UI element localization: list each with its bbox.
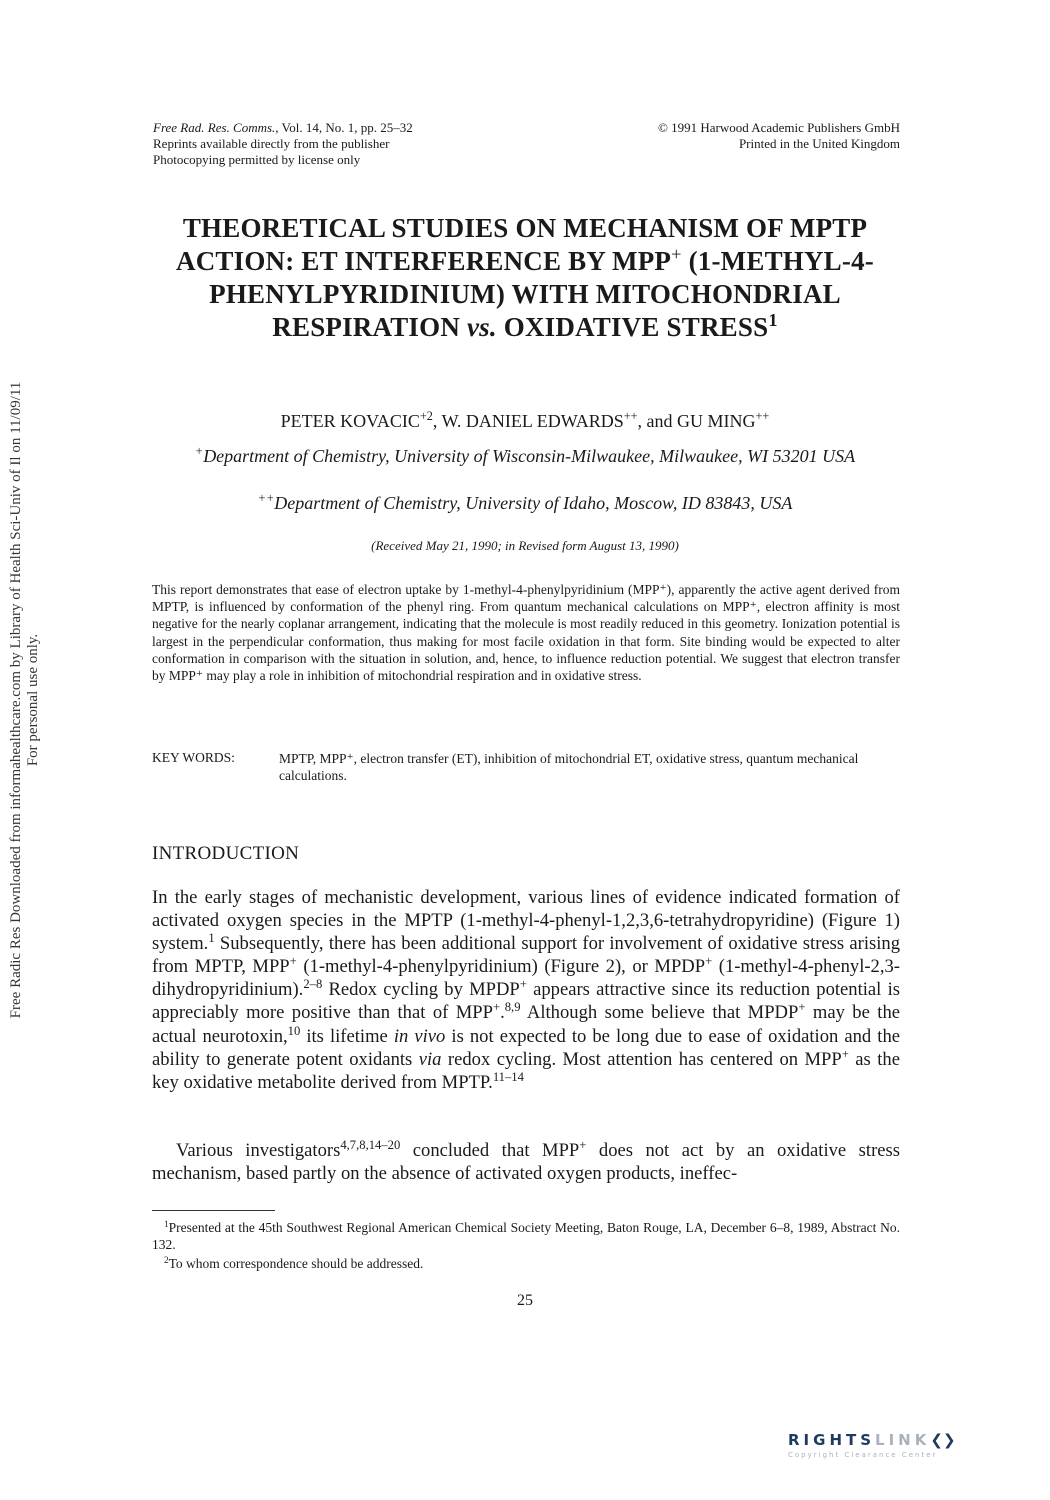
text-run: (1-methyl-4-phenyl-2,3-dihydropyridinium). [152, 956, 900, 1001]
photocopy-note: Photocopying permitted by license only [153, 152, 361, 167]
text-run: its lifetime [300, 1025, 394, 1047]
intro-paragraph-1 [152, 886, 900, 1094]
footnote-divider [152, 1210, 275, 1211]
title-part-2: (1-METHYL-4-PHENYLPYRIDINIUM) WITH MITOCHONDRIAL RESPIRATION [209, 246, 874, 342]
text-run: concluded that MPP [400, 1140, 580, 1161]
text-run: appears attractive since its reduction potential is appreciably more positive than that of MPP [152, 979, 901, 1024]
text-run: Redox cycling by MPDP [322, 979, 520, 1001]
printed-line: Printed in the United Kingdom [738, 136, 900, 151]
text-run: Various investigators [176, 1140, 341, 1161]
affiliation-2 [150, 493, 900, 514]
charge-sup: + [705, 954, 713, 969]
download-watermark [8, 310, 42, 1090]
intro-paragraph-2 [152, 1139, 900, 1185]
affiliation-2-text: Department of Chemistry, University of Idaho, Moscow, ID 83843, USA [274, 493, 793, 513]
author-list [150, 411, 900, 432]
footnote-2-text: To whom correspondence should be addressed. [168, 1256, 424, 1271]
affiliation-1-mark: + [194, 444, 204, 458]
copyright-line: © 1991 Harwood Academic Publishers GmbH [657, 120, 900, 135]
footnote-1-text: Presented at the 45th Southwest Regional American Chemical Society Meeting, Baton Rouge, LA, December 6–8, 1989, Abstract No. 132. [152, 1220, 900, 1252]
author-ming: , and GU MING [637, 411, 756, 431]
footnote-1 [152, 1219, 900, 1253]
text-run: may be the actual neurotoxin, [152, 1002, 900, 1047]
journal-citation [153, 120, 413, 168]
author-kovacic-mark: +2 [419, 409, 433, 423]
article-title [150, 212, 900, 344]
affiliation-2-mark: ++ [257, 491, 275, 505]
charge-sup: + [798, 1000, 806, 1015]
watermark-line-1: Free Radic Res Downloaded from informahealthcare.com by Library of Health Sci-Univ of Il on 11/09/11 [8, 381, 24, 1019]
title-vs: vs. [466, 312, 497, 342]
reprints-note: Reprints available directly from the publisher [153, 136, 390, 151]
text-run: redox cycling. Most attention has centered on MPP [441, 1048, 842, 1070]
citation-ref: 10 [287, 1023, 301, 1038]
keywords-text: MPTP, MPP⁺, electron transfer (ET), inhibition of mitochondrial ET, oxidative stress, quantum mechanical calculations. [279, 751, 859, 783]
text-run: is not expected to be long due to ease of oxidation and the ability to generate potent oxidants [152, 1025, 900, 1070]
text-run: (1-methyl-4-phenylpyridinium) (Figure 2), or MPDP [296, 956, 706, 978]
citation-ref: 11–14 [492, 1069, 524, 1084]
text-run: does not act by an oxidative stress mechanism, based partly on the absence of activated oxygen products, ineffec- [152, 1140, 900, 1185]
abstract: This report demonstrates that ease of electron uptake by 1-methyl-4-phenylpyridinium (MPP⁺), apparently the active agent derived from MPTP, is influenced by conformation of the phenyl ring. From quantum mechanical calculations on MPP⁺, electron affinity is most negative for the nearly coplanar arrangement, indicating that the molecule is most readily reduced in this geometry. Ionization potential is largest in the perpendicular conformation, thus making for most facile oxidation in that form. Site binding would be expected to alter conformation in comparison with the situation in solution, and, hence, to influence reduction potential. We suggest that electron transfer by MPP⁺ may play a role in inhibition of mitochondrial respiration and in oxidative stress. [152, 582, 900, 684]
author-edwards-mark: ++ [623, 409, 638, 423]
charge-sup: + [519, 977, 527, 992]
text-run: Although some believe that MPDP [520, 1002, 799, 1024]
author-ming-mark: ++ [755, 409, 770, 423]
received-dates: (Received May 21, 1990; in Revised form August 13, 1990) [371, 538, 679, 553]
title-part-1: THEORETICAL STUDIES ON MECHANISM OF MPTP ACTION: ET INTERFERENCE BY MPP [176, 213, 868, 276]
text-run: . [500, 1002, 505, 1024]
citation-ref: 8,9 [504, 1000, 521, 1015]
page-number: 25 [517, 1292, 533, 1309]
logo-link: LINK [875, 1431, 931, 1449]
affiliation-1-text: Department of Chemistry, University of Wisconsin-Milwaukee, Milwaukee, WI 53201 USA [203, 446, 856, 466]
journal-name: Free Rad. Res. Comms. [153, 120, 276, 135]
affiliation-1 [150, 446, 900, 467]
author-edwards: , W. DANIEL EDWARDS [432, 411, 624, 431]
logo-chevron-icon: ❮❯ [930, 1431, 956, 1449]
title-footnote-ref: 1 [768, 310, 778, 330]
logo-subtitle: Copyright Clearance Center [788, 1451, 938, 1459]
title-plus-sup: + [671, 244, 682, 264]
logo-rights: RIGHTS [788, 1431, 876, 1449]
charge-sup: + [579, 1137, 587, 1152]
citation-ref: 4,7,8,14–20 [340, 1137, 401, 1152]
publisher-info [590, 120, 900, 152]
journal-volume: , Vol. 14, No. 1, pp. 25–32 [275, 120, 413, 135]
charge-sup: + [492, 1000, 501, 1015]
italic-term: via [418, 1048, 442, 1070]
footnote-1-mark: 1 [164, 1218, 169, 1229]
title-part-3: OXIDATIVE STRESS [496, 312, 769, 342]
text-run: Subsequently, there has been additional support for involvement of oxidative stress arising from MPTP, MPP [152, 933, 900, 978]
text-run: In the early stages of mechanistic development, various lines of evidence indicated formation of activated oxygen species in the MPTP (1-methyl-4-phenyl-1,2,3,6-tetrahydropyridine) (Figure 1) system. [152, 887, 900, 955]
italic-term: in vivo [393, 1025, 446, 1047]
rightslink-logo[interactable] [788, 1431, 1028, 1467]
citation-ref: 1 [208, 931, 215, 945]
watermark-line-2: For personal use only. [25, 633, 41, 767]
footnote-2-mark: 2 [164, 1254, 169, 1265]
citation-ref: 2–8 [303, 977, 323, 992]
text-run: as the key oxidative metabolite derived from MPTP. [152, 1048, 900, 1093]
charge-sup: + [289, 954, 297, 969]
keywords-label: KEY WORDS: [152, 750, 235, 765]
section-heading-introduction: INTRODUCTION [152, 843, 300, 864]
footnote-2 [152, 1255, 900, 1272]
author-kovacic: PETER KOVACIC [280, 411, 420, 431]
charge-sup: + [841, 1046, 849, 1061]
